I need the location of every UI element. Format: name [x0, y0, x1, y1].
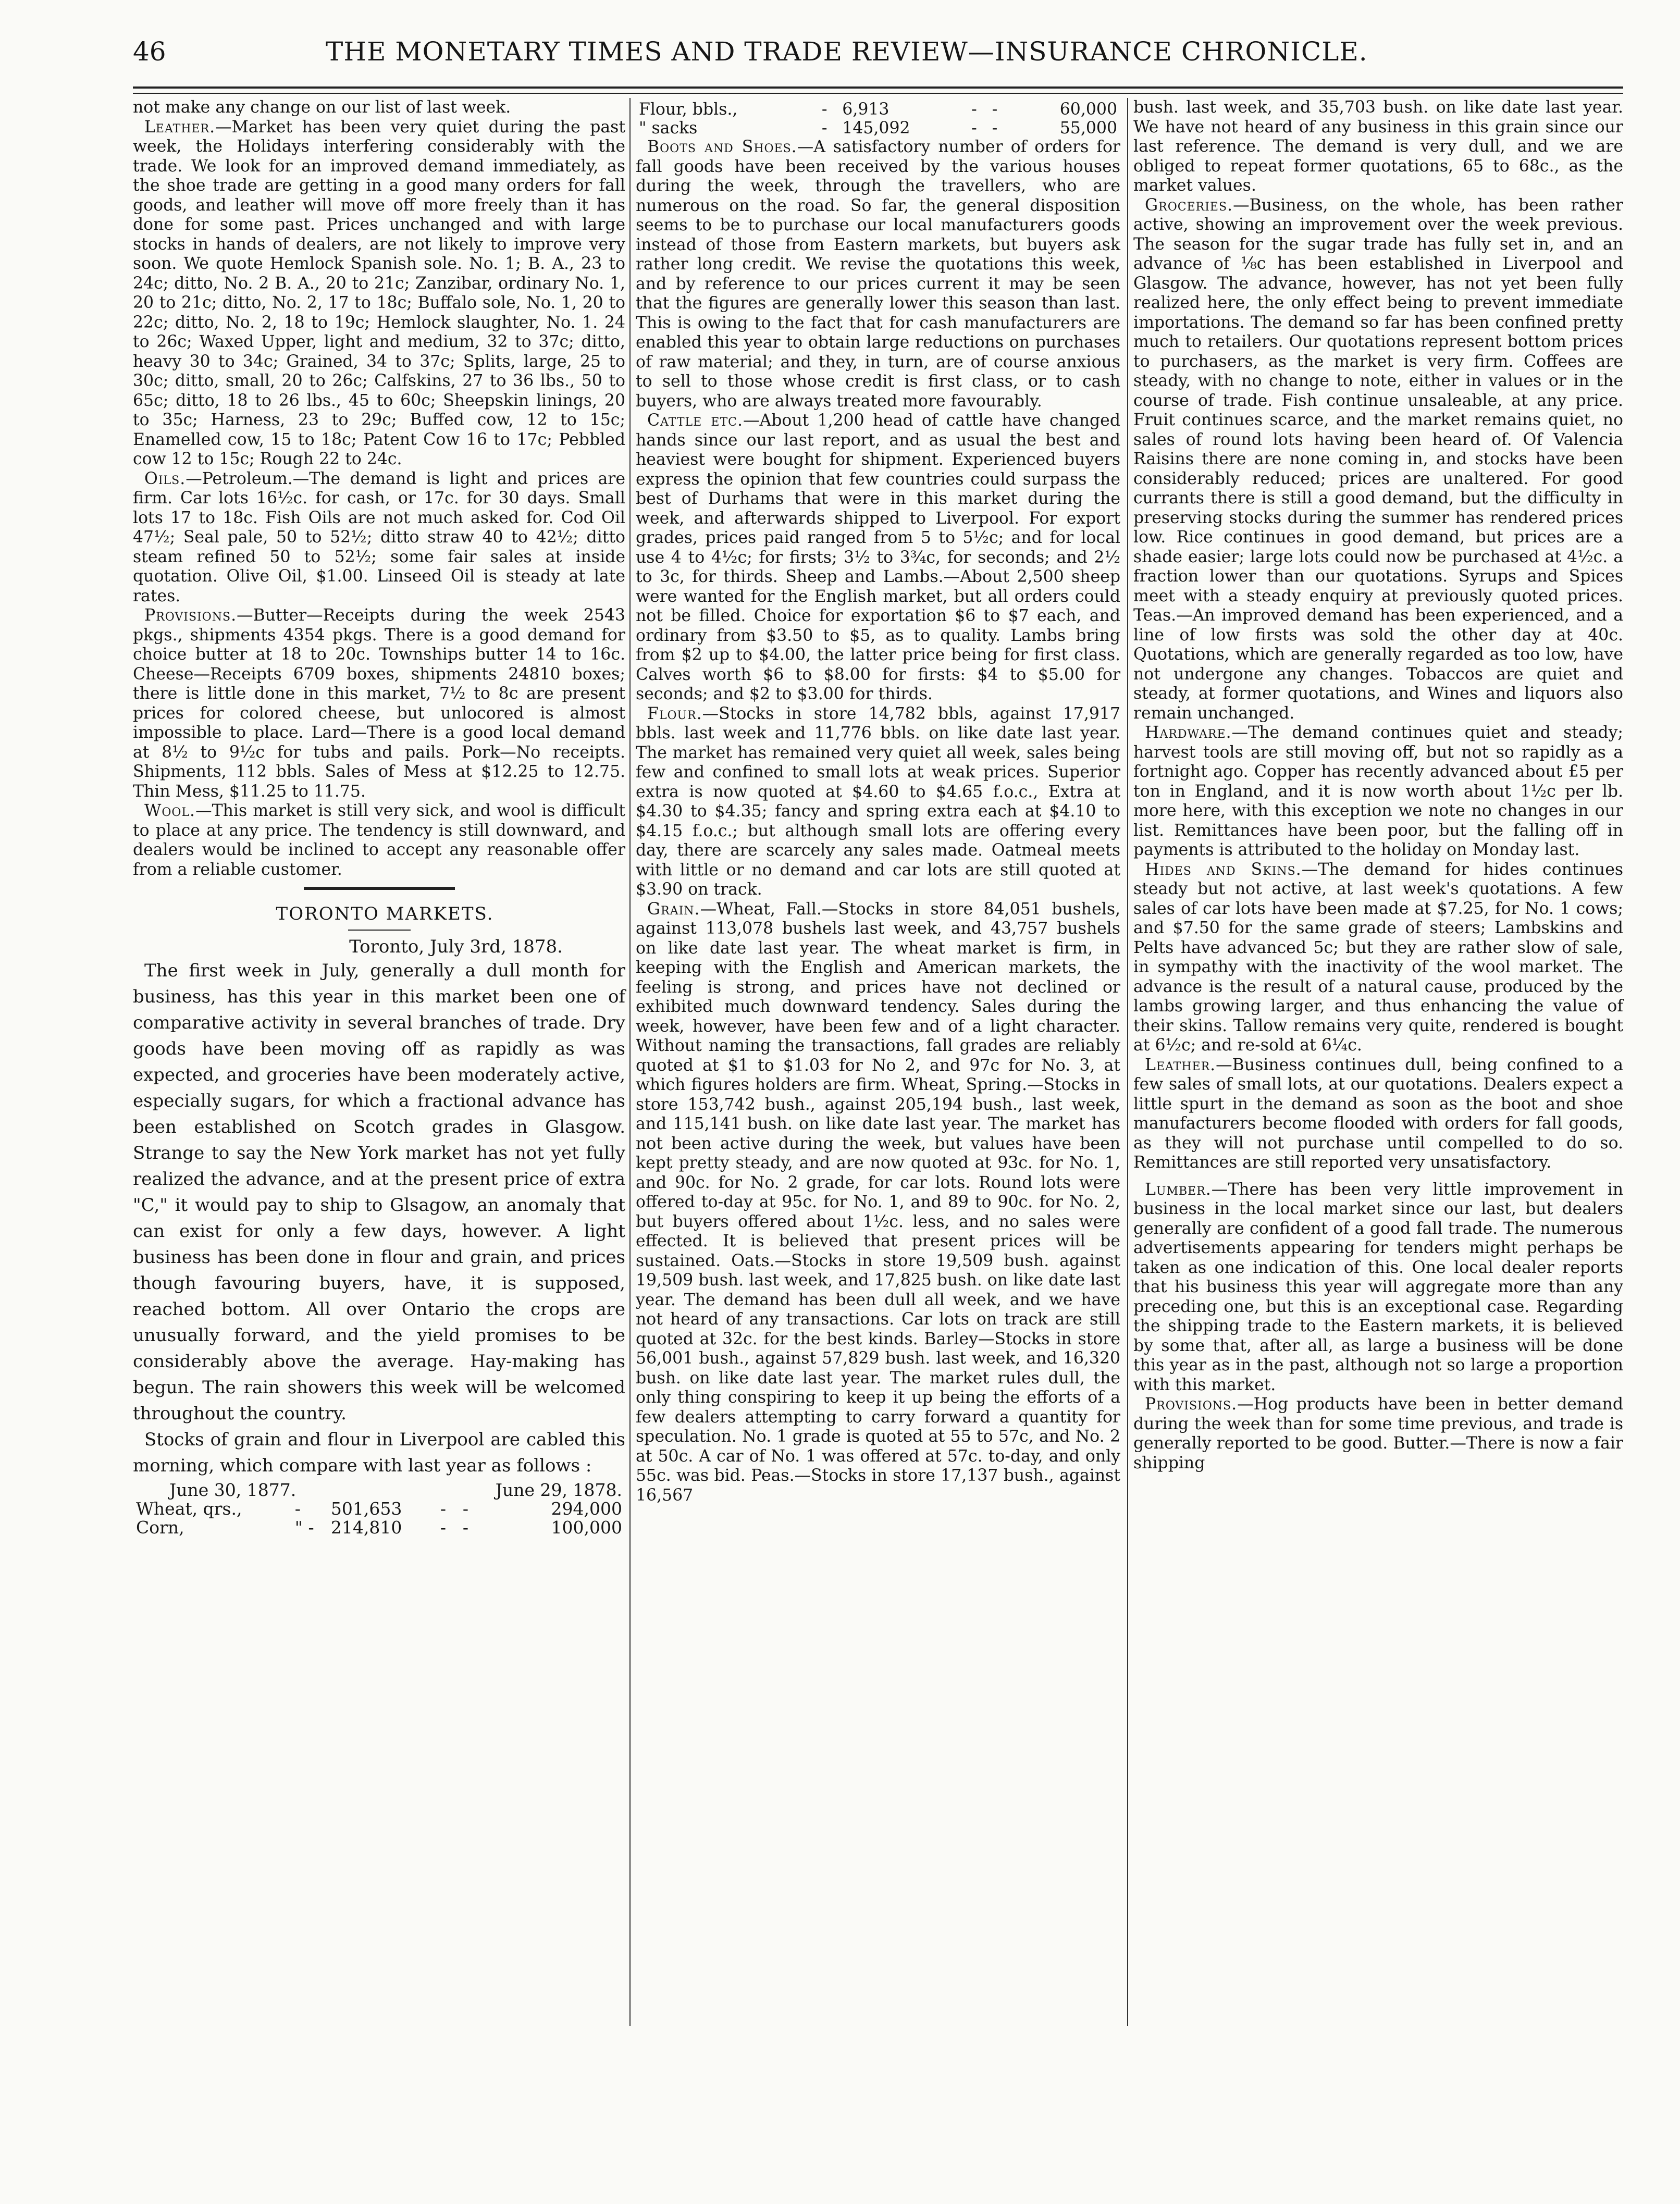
- section-body: —The demand continues quiet and steady; harvest tools are still moving off, but not so rapidly as a fortnight ago. Copper has recently advanced about £5 per ton in England, and it is now worth about 1½c per lb. more here, with this exception we note no changes in our list. Remittances have been poor, but the falling off in payments is attributed to the holiday on Monday last.: [1133, 723, 1623, 859]
- paragraph-grain: [636, 900, 1120, 1506]
- table-cell: -: [821, 119, 827, 138]
- table-cell: -: [821, 100, 827, 119]
- liverpool-stocks-table-cont: [636, 100, 1120, 138]
- paragraph-wool: [133, 801, 625, 880]
- paragraph-hardware: [1133, 723, 1623, 860]
- toronto-markets-heading: TORONTO MARKETS.: [276, 903, 494, 924]
- table-row: [133, 1500, 625, 1518]
- paragraph-cattle: [636, 411, 1120, 704]
- section-body: —Market has been very quiet during the past week, the Holidays interfering considerably with the trade. We look for an improved demand immediately, as the shoe trade are getting in a good many orders for fall goods, and leather will move off more freely than it has done for some past. Prices unchanged and with large stocks in hands of dealers, are not likely to improve very soon. We quote Hemlock Spanish sole. No. 1; B. A., 23 to 24c; ditto, No. 2 B. A., 20 to 21c; Zanzibar, ordinary No. 1, 20 to 21c; ditto, No. 2, 17 to 18c; Buffalo sole, No. 1, 20 to 22c; ditto, No. 2, 18 to 19c; Hemlock slaughter, No. 1. 24 to 26c; Waxed Upper, light and medium, 32 to 37c; ditto, heavy 30 to 34c; Grained, 34 to 37c; Splits, large, 25 to 30c; ditto, small, 20 to 26c; Calfskins, 27 to 36 lbs., 50 to 65c; ditto, 18 to 26 lbs., 45 to 60c; Sheepskin linings, 20 to 35c; Harness, 23 to 29c; Buffed cow, 12 to 15c; Enamelled cow, 15 to 18c; Patent Cow 16 to 17c; Pebbled cow 12 to 15c; Rough 22 to 24c.: [133, 117, 625, 468]
- section-body: —A satisfactory number of orders for fall goods have been received by the various houses during the week, through the travellers, who are numerous on the road. So far, the general disposition seems to be to purchase our local manufacturers goods instead of those from Eastern markets, but buyers ask rather long credit. We revise the quotations this week, and by reference to our prices current it may be seen that the figures are generally lower this season than last. This is owing to the fact that for cash manufacturers are enabled this year to obtain large reductions on purchases of raw material; and they, in turn, are of course anxious to sell to those whose credit is first class, or to cash buyers, who are always treated more favourably.: [636, 138, 1120, 411]
- section-title: Provisions.: [144, 606, 237, 625]
- table-cell: 145,092: [842, 119, 910, 138]
- section-title: Boots and Shoes.: [647, 138, 797, 156]
- table-row: [636, 119, 1120, 138]
- section-title: Cattle etc.: [647, 411, 743, 430]
- section-title: Leather.: [144, 117, 216, 137]
- paragraph: not make any change on our list of last week.: [133, 98, 511, 117]
- section-body: —The demand for hides continues steady but not active, at last week's quotations. A few sales of car lots have been made at $7.25, for No. 1 cows; and $7.50 for the same grade of steers; Lambskins and Pelts have advanced 5c; but they are rather slow of sale, in sympathy with the inactivity of the wool market. The advance is the result of a natural cause, produced by the lambs growing larger, and thus enhancing the value of their skins. Tallow remains very quite, rendered is bought at 6½c; and re-sold at 6¼c.: [1133, 860, 1624, 1055]
- section-title: Provisions.: [1145, 1395, 1238, 1414]
- section-body: —Petroleum.—The demand is light and prices are firm. Car lots 16½c. for cash, or 17c. for 30 days. Small lots 17 to 18c. Fish Oils are not much asked for. Cod Oil 47½; Seal pale, 50 to 52½; ditto straw 40 to 42½; ditto steam refined 50 to 52½; some fair sales at inside quotation. Olive Oil, $1.00. Linseed Oil is steady at late rates.: [133, 469, 625, 605]
- table-cell: " sacks: [639, 119, 698, 138]
- column-divider: [1127, 98, 1128, 2026]
- table-cell: 55,000: [1059, 119, 1117, 138]
- section-title: Leather.: [1145, 1055, 1216, 1074]
- table-cell: -: [440, 1498, 447, 1519]
- section-title: Groceries.: [1145, 195, 1233, 215]
- table-cell: -: [294, 1498, 301, 1519]
- table-cell: " -: [294, 1517, 314, 1538]
- section-body: —Stocks in store 14,782 bbls, against 17,917 bbls. last week and 11,776 bbls. on like date last year. The market has remained very quiet all week, sales being few and confined to small lots at weak prices. Superior extra is now quoted at $4.60 to $4.65 f.o.c., Extra at $4.30 to $4.35; fancy and spring extra each at $4.10 to $4.15 f.o.c.; but although small lots are offering every day, there are scarcely any sales made. Oatmeal meets with little or no demand and car lots are still quoted at $3.90 on track.: [636, 704, 1120, 899]
- section-title: Hardware.: [1145, 723, 1232, 742]
- paragraph-provisions: [1133, 1395, 1623, 1473]
- section-body: —Business, on the whole, has been rather active, showing an improvement over the week previous. The season for the sugar trade has fully set in, and an advance of ⅛c has been established in Liverpool and Glasgow. The advance, however, has not yet been fully realized here, the only effect being to prevent immediate importations. The demand so far has been confined pretty much to retailers. Our quotations represent bottom prices to purchasers, as the market is very firm. Coffees are steady, with no change to note, either in values or in the course of trade. Fish continue unsaleable, at any price. Fruit continues scarce, and the market remains quiet, no sales of round lots having been heard of. Of Valencia Raisins there are none coming in, and stocks have been considerably reduced; prices are unaltered. For good currants there is still a good demand, but the difficulty in preserving stocks during the summer has rendered prices low. Rice continues in good demand, but prices are a shade easier; large lots could now be purchased at 4½c. a fraction lower than our quotations. Syrups and Spices meet with a steady enquiry at previously quoted prices. Teas.—An improved demand has been experienced, and a line of low firsts was sold the other day at 40c. Quotations, which are generally regarded as too low, have not undergone any changes. Tobaccos are quiet and steady, at former quotations, and Wines and liquors also remain unchanged.: [1133, 195, 1623, 723]
- column-2: [636, 98, 1120, 1505]
- header-rule-thin: [133, 93, 1623, 94]
- column-divider: [629, 98, 631, 2026]
- paragraph-leather: [1133, 1056, 1623, 1173]
- table-row: [133, 1518, 625, 1537]
- table-cell: -: [971, 100, 977, 119]
- section-title: Grain.: [647, 899, 700, 919]
- paragraph-groceries: [1133, 196, 1623, 724]
- table-cell: Wheat, qrs.,: [136, 1498, 242, 1519]
- table-cell: 214,810: [330, 1517, 402, 1538]
- table-cell: -: [971, 119, 977, 138]
- section-title: Hides and Skins.: [1145, 860, 1302, 879]
- section-title: Oils.: [144, 469, 186, 488]
- header-rule: [133, 86, 1623, 89]
- paragraph-provisions: [133, 606, 625, 801]
- paragraph-oils: [133, 469, 625, 606]
- table-cell: 60,000: [1059, 100, 1117, 119]
- liverpool-stocks-table: [133, 1481, 625, 1537]
- section-body: —Wheat, Fall.—Stocks in store 84,051 bushels, against 113,078 bushels last week, and 43,757 bushels on like date last year. The wheat market is firm, in keeping with the English and American markets, the feeling is strong, and prices have not declined or exhibited much downward tendency. Sales during the week, however, have been few and of a light character. Without naming the transactions, fall grades are reliably quoted at $1 to $1.03 for No 2, and 97c for No. 3, at which figures holders are firm. Wheat, Spring.—Stocks in store 153,742 bush., against 205,194 bush., last week, and 115,141 bush. on like date last year. The market has not been active during the week, but values have been kept pretty steady, and are now quoted at 93c. for No. 1, and 90c. for No. 2 grade, for car lots. Round lots were offered to-day at 95c. for No. 1, and 89 to 90c. for No. 2, but buyers offered about 1½c. less, and no sales were effected. It is believed that present prices will be sustained. Oats.—Stocks in store 19,509 bush. against 19,509 bush. last week, and 17,825 bush. on like date last year. The demand has been dull all week, and we have not heard of any transactions. Car lots on track are still quoted at 32c. for the best kinds. Barley—Stocks in store 56,001 bush., against 57,829 bush. last week, and 16,320 bush. on like date last year. The market rules dull, the only thing conspiring to keep it up being the efforts of a few dealers attempting to carry forward a quantity for speculation. No. 1 grade is quoted at 55 to 57c, and No. 2 at 50c. A car of No. 1 was offered at 57c. to-day, and only 55c. was bid. Peas.—Stocks in store 17,137 bush., against 16,567: [636, 899, 1120, 1505]
- section-body: —This market is still very sick, and wool is difficult to place at any price. The tendency is still downward, and dealers would be inclined to accept any reasonable offer from a reliable customer.: [133, 801, 625, 879]
- section-body: —Business continues dull, being confined to a few sales of small lots, at our quotations. Dealers expect a little spurt in the demand as soon as the boot and shoe manufacturers become flooded with orders for fall goods, as they will not purchase until compelled to do so. Remittances are still reported very unsatisfactory.: [1133, 1055, 1623, 1172]
- paragraph-flour: [636, 704, 1120, 900]
- table-header: June 29, 1878.: [495, 1479, 622, 1500]
- page-header: [133, 32, 1459, 80]
- paragraph: Stocks of grain and flour in Liverpool are cabled this morning, which compare with last year as follows :: [133, 1429, 625, 1476]
- table-cell: -: [462, 1517, 468, 1538]
- column-3: [1133, 98, 1623, 1473]
- table-header-row: [133, 1481, 625, 1500]
- table-cell: 294,000: [551, 1498, 622, 1519]
- paragraph-leather: [133, 118, 625, 469]
- table-cell: -: [462, 1498, 468, 1519]
- section-title: Wool.: [144, 801, 196, 820]
- table-cell: -: [992, 119, 998, 138]
- paragraph: The first week in July, generally a dull month for business, has this year in this market been one of comparative activity in several branches of trade. Dry goods have been moving off as rapidly as was expected, and groceries have been moderately active, especially sugars, for which a fractional advance has been established on Scotch grades in Glasgow. Strange to say the New York market has not yet fully realized the advance, and at the present price of extra "C," it would pay to ship to Glsagow, an anomaly that can exist for only a few days, however. A light business has been done in flour and grain, and prices though favouring buyers, have, it is supposed, reached bottom. All over Ontario the crops are unusually forward, and the yield promises to be considerably above the average. Hay-making has begun. The rain showers this week will be welcomed throughout the country.: [133, 960, 625, 1424]
- running-title: THE MONETARY TIMES AND TRADE REVIEW—INSURANCE CHRONICLE.: [326, 36, 1368, 67]
- section-body: —There has been very little improvement in business in the local market since our last, but dealers generally are confident of a good fall trade. The numerous advertisements appearing for tenders might perhaps be taken as one indication of this. One local dealer reports that his business this year will aggregate more than any preceding one, but this is an exceptional case. Regarding the shipping trade to the Eastern markets, it is believed by some that, after all, as large a business will be done this year as in the past, although not so large a proportion with this market.: [1133, 1180, 1623, 1394]
- section-divider: [304, 887, 455, 890]
- table-row: [636, 100, 1120, 119]
- toronto-intro: [133, 958, 625, 1479]
- page-number: 46: [133, 36, 166, 67]
- paragraph-boots: [636, 138, 1120, 411]
- paragraph-lumber: [1133, 1180, 1623, 1395]
- paragraph-hides: [1133, 860, 1623, 1056]
- section-body: —Hog products have been in better demand during the week than for some time previous, and trade is generally reported to be good. Butter.—There is now a fair shipping: [1133, 1395, 1623, 1472]
- table-header: June 30, 1877.: [169, 1479, 297, 1500]
- short-rule: [348, 930, 411, 931]
- section-body: —Butter—Receipts during the week 2543 pkgs., shipments 4354 pkgs. There is a good demand for choice butter at 18 to 20c. Townships butter 14 to 16c. Cheese—Receipts 6709 boxes, shipments 24810 boxes; there is little done in this market, 7½ to 8c are present prices for colored cheese, but unlocored is almost impossible to place. Lard—There is a good local demand at 8½ to 9½c for tubs and pails. Pork—No receipts. Shipments, 112 bbls. Sales of Mess at $12.25 to 12.75. Thin Mess, $11.25 to 11.75.: [133, 606, 625, 801]
- table-cell: -: [992, 100, 998, 119]
- column-1: [133, 98, 625, 1537]
- dateline: Toronto, July 3rd, 1878.: [349, 936, 563, 957]
- table-cell: Flour, bbls.,: [639, 100, 738, 119]
- section-title: Lumber.: [1145, 1180, 1212, 1199]
- table-cell: 100,000: [551, 1517, 622, 1538]
- table-cell: 6,913: [842, 100, 890, 119]
- section-body: —About 1,200 head of cattle have changed hands since our last report, and as usual the best and heaviest were bought for shipment. Experienced buyers express the opinion that few countries could surpass the best of Durhams that were in this market during the week, and afterwards shipped to Liverpool. For export grades, prices paid ranged from 5 to 5½c; and for local use 4 to 4½c; for firsts; 3½ to 3¾c, for seconds; and 2½ to 3c, for thirds. Sheep and Lambs.—About 2,500 sheep were wanted for the English market, but all orders could not be filled. Choice for exportation $6 to $7 each, and ordinary from $3.50 to $5, as to quality. Lambs bring from $2 up to $4.00, the latter price being for first class. Calves worth $6 to $8.00 for firsts: $4 to $5.00 for seconds; and $2 to $3.00 for thirds.: [636, 411, 1120, 703]
- table-cell: -: [440, 1517, 447, 1538]
- table-cell: Corn,: [136, 1517, 184, 1538]
- paragraph: bush. last week, and 35,703 bush. on like date last year. We have not heard of any business in this grain since our last reference. The demand is very dull, and we are obliged to repeat former quotations, 65 to 68c., as the market values.: [1133, 98, 1623, 195]
- section-title: Flour.: [647, 704, 702, 723]
- table-cell: 501,653: [330, 1498, 402, 1519]
